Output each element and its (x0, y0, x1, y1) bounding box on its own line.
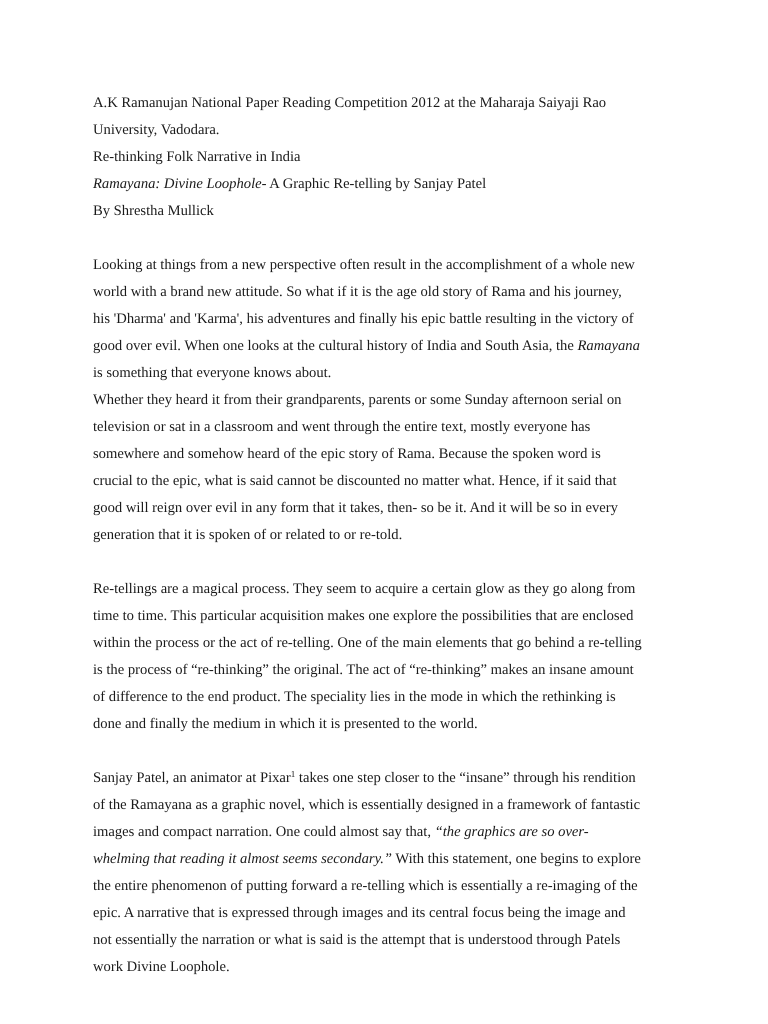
paragraph-line: Whether they heard it from their grandparents, parents or some Sunday afternoon serial on (93, 392, 622, 408)
paragraph-line: television or sat in a classroom and went through the entire text, mostly everyone has (93, 419, 591, 435)
paragraph-line: world with a brand new attitude. So what if it is the age old story of Rama and his journey, (93, 284, 622, 300)
paragraph-line: somewhere and somehow heard of the epic story of Rama. Because the spoken word is (93, 446, 601, 462)
paragraph-line: done and finally the medium in which it is presented to the world. (93, 716, 478, 732)
paragraph-line: good will reign over evil in any form that it takes, then- so be it. And it will be so in every (93, 500, 618, 516)
paragraph-line (93, 333, 683, 360)
footnote-marker: 1 (290, 769, 296, 779)
paragraph-text: Sanjay Patel, an animator at Pixar (93, 770, 291, 786)
paragraph-line (93, 846, 683, 873)
paragraph-line: time to time. This particular acquisition makes one explore the possibilities that are enclosed (93, 608, 634, 624)
paragraph-line: crucial to the epic, what is said cannot be discounted no matter what. Hence, if it said that (93, 473, 617, 489)
italic-quote: “the graphics are so over- (434, 824, 589, 840)
paragraph-text: With this statement, one begins to explore (392, 851, 641, 867)
paragraph-line: Re-tellings are a magical process. They seem to acquire a certain glow as they go along from (93, 581, 636, 597)
event-title-line-2: University, Vadodara. (93, 122, 220, 138)
paragraph-line: Looking at things from a new perspective often result in the accomplishment of a whole new (93, 257, 635, 273)
paper-title-italic: Ramayana: Divine Loophole (93, 176, 262, 192)
paragraph-2 (93, 387, 683, 549)
italic-ramayana: Ramayana (577, 338, 640, 354)
paragraph-4 (93, 765, 683, 981)
event-title-line-1: A.K Ramanujan National Paper Reading Competition 2012 at the Maharaja Saiyaji Rao (93, 95, 607, 111)
paragraph-line: of the Ramayana as a graphic novel, which is essentially designed in a framework of fantastic (93, 797, 641, 813)
paragraph-line: not essentially the narration or what is said is the attempt that is understood through Patels (93, 932, 621, 948)
paragraph-text: takes one step closer to the “insane” through his rendition (295, 770, 636, 786)
paragraph-line: is the process of “re-thinking” the original. The act of “re-thinking” makes an insane amount (93, 662, 634, 678)
document-header (93, 90, 683, 225)
paragraph-line (93, 765, 683, 792)
paragraph-line: is something that everyone knows about. (93, 365, 332, 381)
paragraph-text: images and compact narration. One could almost say that, (93, 824, 435, 840)
paragraph-line (93, 819, 683, 846)
paper-title (93, 171, 683, 198)
italic-quote: whelming that reading it almost seems secondary.” (93, 851, 393, 867)
paragraph-line: generation that it is spoken of or related to or re-told. (93, 527, 403, 543)
paragraph-line: of difference to the end product. The speciality lies in the mode in which the rethinking is (93, 689, 616, 705)
paragraph-line: his 'Dharma' and 'Karma', his adventures and finally his epic battle resulting in the victory of (93, 311, 634, 327)
paragraph-line: epic. A narrative that is expressed through images and its central focus being the image and (93, 905, 626, 921)
paragraph-3 (93, 576, 683, 738)
paragraph-line: within the process or the act of re-telling. One of the main elements that go behind a re-telling (93, 635, 642, 651)
theme-line: Re-thinking Folk Narrative in India (93, 149, 301, 165)
paragraph-line: the entire phenomenon of putting forward a re-telling which is essentially a re-imaging of the (93, 878, 638, 894)
paragraph-1 (93, 252, 683, 387)
paper-title-rest: - A Graphic Re-telling by Sanjay Patel (261, 176, 487, 192)
author-line: By Shrestha Mullick (93, 203, 214, 219)
paragraph-text: good over evil. When one looks at the cultural history of India and South Asia, the (93, 338, 578, 354)
paragraph-line: work Divine Loophole. (93, 959, 230, 975)
document-page (93, 90, 683, 981)
